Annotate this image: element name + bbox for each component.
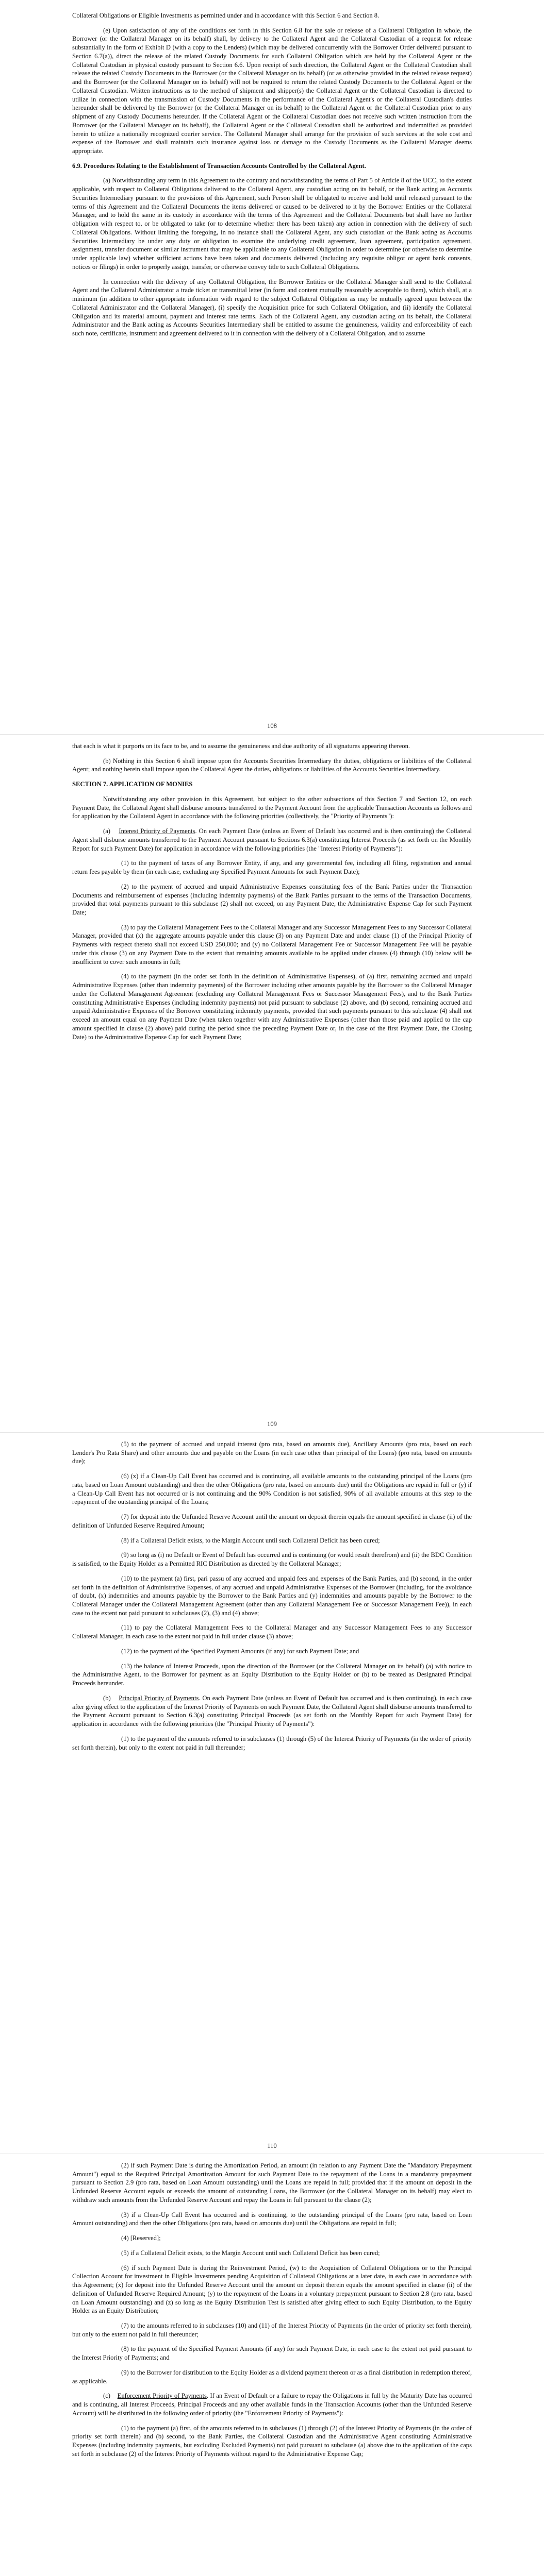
document-page-111	[0, 2161, 544, 2465]
page-number: 108	[267, 722, 277, 730]
list-item: (8) if a Collateral Deficit exists, to the Margin Account until such Collateral Deficit has been cured;	[121, 1536, 380, 1544]
list-item: (7) to the amounts referred to in subclauses (10) and (11) of the Interest Priority of Payments (in the order of priority set forth therein), but only to the extent not paid in full thereunder;	[72, 2322, 472, 2338]
subsection-title: Interest Priority of Payments	[119, 827, 195, 835]
list-item: (10) to the payment (a) first, pari passu of any accrued and unpaid fees and expenses of the Bank Parties, and (b) second, in the order set forth in the definition of Administrative Expenses, of any accrued and unpaid Administrative Expenses of the Borrower (including, for the avoidance of doubt, (x) indemnities and amounts payable by the Borrower to the Bank Parties and (y) indemnities and amounts payable by the Borrower to the Collateral Manager under the Collateral Management Agreement (other than any Collateral Management Fee or Successor Management Fee)), in each case to the extent not paid pursuant to subclauses (2), (3) and (4) above;	[72, 1574, 472, 1617]
subsection-a	[72, 827, 472, 853]
list-item: (2) if such Payment Date is during the Amortization Period, an amount (in relation to any Payment Date the "Mandatory Prepayment Amount") equal to the Required Principal Amortization Amount for such Payment Date to the repayment of the Loans in a mandatory prepayment pursuant to Section 2.9 (pro rata, based on Loan Amount outstanding) until the Loans are repaid in full; provided that if the amount on deposit in the Unfunded Reserve Account equals or exceeds the amount of outstanding Loans, the Borrower (or the Collateral Manager on its behalf) may elect to withdraw such amounts from the Unfunded Reserve Account and repay the Loans in full pursuant to the clause (2);	[72, 2162, 472, 2204]
subsection-text: . On each Payment Date (unless an Event of Default has occurred and is then continuing) the Collateral Agent shall disburse amounts transferred to the Payment Account pursuant to Sections 6.3(a) constituting Interest Proceeds (as set forth on the Monthly Report for such Payment Date) for application in accordance with the following priorities (the "Interest Priority of Payments"):	[72, 827, 472, 852]
paragraph: In connection with the delivery of any Collateral Obligation, the Borrower Entities or the Collateral Manager shall send to the Collateral Agent and the Collateral Administrator a trade ticket or transmittal letter (in form and content mutually reasonably acceptable to them), which shall, at a minimum (in addition to other appropriate information with regard to the subject Collateral Obligation as may be mutually agreed upon between the Collateral Administrator and the Collateral Manager), (i) specify the Acquisition price for such Collateral Obligation, and (ii) identify the Collateral Obligation and its material amount, payment and interest rate terms. Each of the Collateral Agent, any custodian acting on its behalf, the Collateral Administrator and the Bank acting as Accounts Securities Intermediary shall be entitled to assume the genuineness, validity and enforceability of each such note, certificate, instrument and agreement delivered to it in connection with the delivery of a Collateral Obligation, and to assume	[72, 278, 472, 337]
paragraph: (a) Notwithstanding any term in this Agreement to the contrary and notwithstanding the terms of Part 5 of Article 8 of the UCC, to the extent applicable, with respect to Collateral Obligations delivered to the Collateral Agent, any custodian acting on its behalf, or the Bank acting as Accounts Securities Intermediary pursuant to the provisions of this Agreement, such Person shall be obligated to receive and hold until released pursuant to the terms of this Agreement and the Collateral Documents the items delivered or caused to be delivered to it by the Borrower Entities or the Collateral Manager, and to hold the same in its custody in accordance with the terms of this Agreement and the Collateral Documents but shall have no further obligation with respect to, or be obligated to take (or to determine whether there has been taken) any action in connection with the delivery of such Collateral Obligations. Without limiting the foregoing, in no instance shall the Collateral Agent, any such custodian or the Bank acting as Accounts Securities Intermediary be under any duty or obligation to examine the underlying credit agreement, loan agreement, participation agreement, assignment, transfer document or similar instrument that may be applicable to any Collateral Obligation in order to determine (or otherwise to determine under applicable law) whether sufficient actions have been taken and documents delivered (including any requisite obligor or agent bank consents, notices or filings) in order to properly assign, transfer, or otherwise convey title to such Collateral Obligations.	[72, 177, 472, 270]
list-item: (13) the balance of Interest Proceeds, upon the direction of the Borrower (or the Collateral Manager on its behalf) (a) with notice to the Administrative Agent, to the Borrower for payment as an Equity Distribution to the Equity Holder or (b) to be treated as Designated Principal Proceeds hereunder.	[72, 1662, 472, 1687]
list-item: (9) so long as (i) no Default or Event of Default has occurred and is continuing (or would result therefrom) and (ii) the BDC Condition is satisfied, to the Equity Holder as a Permitted RIC Distribution as directed by the Collateral Manager;	[72, 1551, 472, 1568]
page-divider	[0, 1432, 544, 1433]
subsection-label: (a)	[103, 827, 110, 835]
subsection-label: (c)	[103, 2392, 110, 2400]
list-item: (5) to the payment of accrued and unpaid interest (pro rata, based on amounts due), Ancillary Amounts (pro rata, based on each Lender's Pro Rata Share) and other amounts due and payable on the Loans (in each case other than principal of the Loans) (pro rata, based on amounts due);	[72, 1440, 472, 1465]
document-page-109	[0, 742, 544, 1047]
paragraph: (b) Nothing in this Section 6 shall impose upon the Accounts Securities Intermediary the duties, obligations or liabilities of the Collateral Agent; and nothing herein shall impose upon the Collateral Agent the duties, obligations or liabilities of the Accounts Securities Intermediary.	[72, 757, 472, 773]
subsection-b	[72, 1694, 472, 1728]
list-item: (6) (x) if a Clean-Up Call Event has occurred and is continuing, all available amounts to the outstanding principal of the Loans (pro rata, based on Loan Amount outstanding) and then the other Obligations (pro rata, based on amounts due) until the Obligations are repaid in full or (y) if a Clean-Up Call Event has not occurred or is not continuing and the 90% Condition is not satisfied, 90% of all available amounts at this step to the repayment of the outstanding principal of the Loans;	[72, 1472, 472, 1506]
page-divider	[0, 734, 544, 735]
subsection-title: Principal Priority of Payments	[119, 1694, 199, 1702]
list-item: (1) to the payment of taxes of any Borrower Entity, if any, and any governmental fee, including all filing, registration and annual return fees payable by them (in each case, excluding any Specified Payment Amounts for such Payment Date);	[72, 859, 472, 876]
list-item: (9) to the Borrower for distribution to the Equity Holder as a dividend payment thereon or as a final distribution in redemption thereof, as applicable.	[72, 2368, 472, 2385]
list-item: (3) if a Clean-Up Call Event has occurred and is continuing, to the outstanding principal of the Loans (pro rata, based on Loan Amount outstanding) and then the other Obligations (pro rata, based on amounts due) until the Obligations are repaid in full;	[72, 2211, 472, 2227]
document-page-108	[0, 11, 544, 344]
section-heading: 6.9. Procedures Relating to the Establishment of Transaction Accounts Controlled by the Collateral Agent.	[72, 162, 366, 170]
list-item: (4) to the payment (in the order set forth in the definition of Administrative Expenses), of (a) first, remaining accrued and unpaid Administrative Expenses (other than indemnity payments) of the Borrower including other amounts payable by the Borrower to the Collateral Manager under the Collateral Management Agreement (excluding any Collateral Management Fees or Successor Management Fees), and to the Bank Parties constituting Administrative Expenses (including indemnity payments) not paid pursuant to subclause (2) above, and (b) second, remaining accrued and unpaid Administrative Expenses of the Borrower constituting indemnity payments, provided that such payments pursuant to this subclause (4) shall not exceed an amount equal on any Payment Date (when taken together with any Administrative Expenses (other than those paid and applied to the cap amount specified in clause (2) above) paid during the period since the preceding Payment Date or, in the case of the first Payment Date, the Closing Date) to the Administrative Expense Cap for such Payment Date;	[72, 973, 472, 1041]
list-item: (8) to the payment of the Specified Payment Amounts (if any) for such Payment Date, in each case to the extent not paid pursuant to the Interest Priority of Payments; and	[72, 2345, 472, 2362]
list-item: (3) to pay the Collateral Management Fees to the Collateral Manager and any Successor Management Fees to any Successor Collateral Manager, provided that (x) the aggregate amounts payable under this clause (3) on any Payment Date and under clause (1) of the Principal Priority of Payments with respect thereto shall not exceed USD 250,000; and (y) no Collateral Management Fee or Successor Management Fee will be payable under this clause (3) on any Payment Date to the extent that remaining amounts available to be applied under clauses (4) through (10) below will be insufficient to cover such amounts in full;	[72, 923, 472, 965]
paragraph: that each is what it purports on its face to be, and to assume the genuineness and due authority of all signatures appearing thereon.	[72, 742, 410, 750]
list-item: (12) to the payment of the Specified Payment Amounts (if any) for such Payment Date; and	[121, 1647, 359, 1655]
page-number: 109	[267, 1420, 277, 1428]
list-item: (1) to the payment of the amounts referred to in subclauses (1) through (5) of the Interest Priority of Payments (in the order of priority set forth therein), but only to the extent not paid in full thereunder;	[72, 1735, 472, 1751]
subsection-title: Enforcement Priority of Payments	[117, 2392, 207, 2400]
subsection-label: (b)	[103, 1694, 111, 1702]
paragraph: Collateral Obligations or Eligible Investments as permitted under and in accordance with this Section 6 and Section 8.	[72, 12, 380, 19]
paragraph: (e) Upon satisfaction of any of the conditions set forth in this Section 6.8 for the sale or release of a Collateral Obligation in whole, the Borrower (or the Collateral Manager on its behalf) shall, by delivery to the Collateral Agent and the Collateral Custodian of a request for release substantially in the form of Exhibit D (with a copy to the Lenders) (which may be delivered concurrently with the Borrower Order delivered pursuant to Section 6.7(a)), direct the release of the related Custody Documents for such Collateral Obligation which are held by the Collateral Agent or the Collateral Custodian in physical custody pursuant to Section 6.6. Upon receipt of such direction, the Collateral Agent or the Collateral Custodian shall release the related Custody Documents to the Borrower (or the Collateral Manager on its behalf) (or as otherwise provided in the related release request) and the Borrower (or the Collateral Manager on its behalf) will not be required to return the related Custody Documents to the Collateral Agent or the Collateral Custodian. Written instructions as to the method of shipment and shipper(s) the Collateral Agent or the Collateral Custodian is directed to utilize in connection with the transmission of Custody Documents in the performance of the Collateral Agent's or the Collateral Custodian's duties hereunder shall be delivered by the Borrower (or the Collateral Manager on its behalf) to the Collateral Agent or the Collateral Custodian prior to any shipment of any Custody Documents hereunder. If the Collateral Agent or the Collateral Custodian does not receive such written instruction from the Borrower (or the Collateral Manager on its behalf), the Collateral Agent or the Collateral Custodian shall be authorized and indemnified as provided herein to utilize a nationally recognized courier service. The Collateral Manager shall arrange for the provision of such services at the sole cost and expense of the Borrower and shall maintain such insurance against loss or damage to the Custody Documents as the Collateral Manager deems appropriate.	[72, 26, 472, 155]
list-item: (1) to the payment (a) first, of the amounts referred to in subclauses (1) through (2) of the Interest Priority of Payments (in the order of priority set forth therein) and (b) second, to the Bank Parties, the Collateral Custodian and the Administrative Agent constituting Administrative Expenses (including indemnity payments, but excluding Excluded Payments) not paid pursuant to subclause (a) above due to the application of the caps set forth in subclause (2) of the Interest Priority of Payments without regard to the Administrative Expense Cap;	[72, 2424, 472, 2458]
list-item: (5) if a Collateral Deficit exists, to the Margin Account until such Collateral Deficit has been cured;	[121, 2249, 380, 2257]
section-title: SECTION 7. APPLICATION OF MONIES	[72, 781, 193, 788]
list-item: (2) to the payment of accrued and unpaid Administrative Expenses constituting fees of the Bank Parties under the Transaction Documents and reimbursement of expenses (including indemnity payments) of the Bank Parties pursuant to the terms of the Transaction Documents, provided that total payments pursuant to this subclause (2) shall not exceed, on any Payment Date, the Administrative Expense Cap for such Payment Date;	[72, 883, 472, 917]
subsection-text: . On each Payment Date (unless an Event of Default has occurred and is then continuing), in each case after giving effect to the application of the Interest Priority of Payments on such Payment Date, the Collateral Agent shall disburse amounts transferred to the Payment Account pursuant to Section 6.3(a) constituting Principal Proceeds (as set forth on the Monthly Report for such Payment Date) for application in accordance with the following priorities (the "Principal Priority of Payments"):	[72, 1694, 472, 1728]
page-number: 110	[267, 2142, 277, 2149]
list-item: (11) to pay the Collateral Management Fees to the Collateral Manager and any Successor Management Fees to any Successor Collateral Manager, in each case to the extent not paid in full under clause (3) above;	[72, 1624, 472, 1640]
list-item: (6) if such Payment Date is during the Reinvestment Period, (w) to the Acquisition of Collateral Obligations or to the Principal Collection Account for investment in Eligible Investments pending Acquisition of Collateral Obligations at a later date, in each case in accordance with this Agreement; (x) for deposit into the Unfunded Reserve Account until the amount on deposit therein equals the amount specified in clause (ii) of the definition of Unfunded Reserve Required Amount; (y) to the repayment of the Loans in a voluntary prepayment pursuant to Section 2.8 (pro rata, based on Loan Amount outstanding) and (z) so long as the Equity Distribution Test is satisfied after giving effect to such Equity Distribution, to the Equity Holder as an Equity Distribution;	[72, 2264, 472, 2315]
paragraph: Notwithstanding any other provision in this Agreement, but subject to the other subsections of this Section 7 and Section 12, on each Payment Date, the Collateral Agent shall disburse amounts transferred to the Payment Account from the applicable Transaction Accounts as follows and for application by the Collateral Agent in accordance with the following priorities (collectively, the "Priority of Payments"):	[72, 795, 472, 820]
document-page-110	[0, 1440, 544, 1758]
list-item: (7) for deposit into the Unfunded Reserve Account until the amount on deposit therein equals the amount specified in clause (ii) of the definition of Unfunded Reserve Required Amount;	[72, 1513, 472, 1529]
subsection-text: . If an Event of Default or a failure to repay the Obligations in full by the Maturity Date has occurred and is continuing, all Interest Proceeds, Principal Proceeds and any other available funds in the Transaction Accounts (other than the Unfunded Reserve Account) will be distributed in the following order of priority (the "Enforcement Priority of Payments"):	[72, 2392, 472, 2417]
subsection-c	[72, 2392, 472, 2417]
list-item: (4) [Reserved];	[121, 2234, 161, 2242]
